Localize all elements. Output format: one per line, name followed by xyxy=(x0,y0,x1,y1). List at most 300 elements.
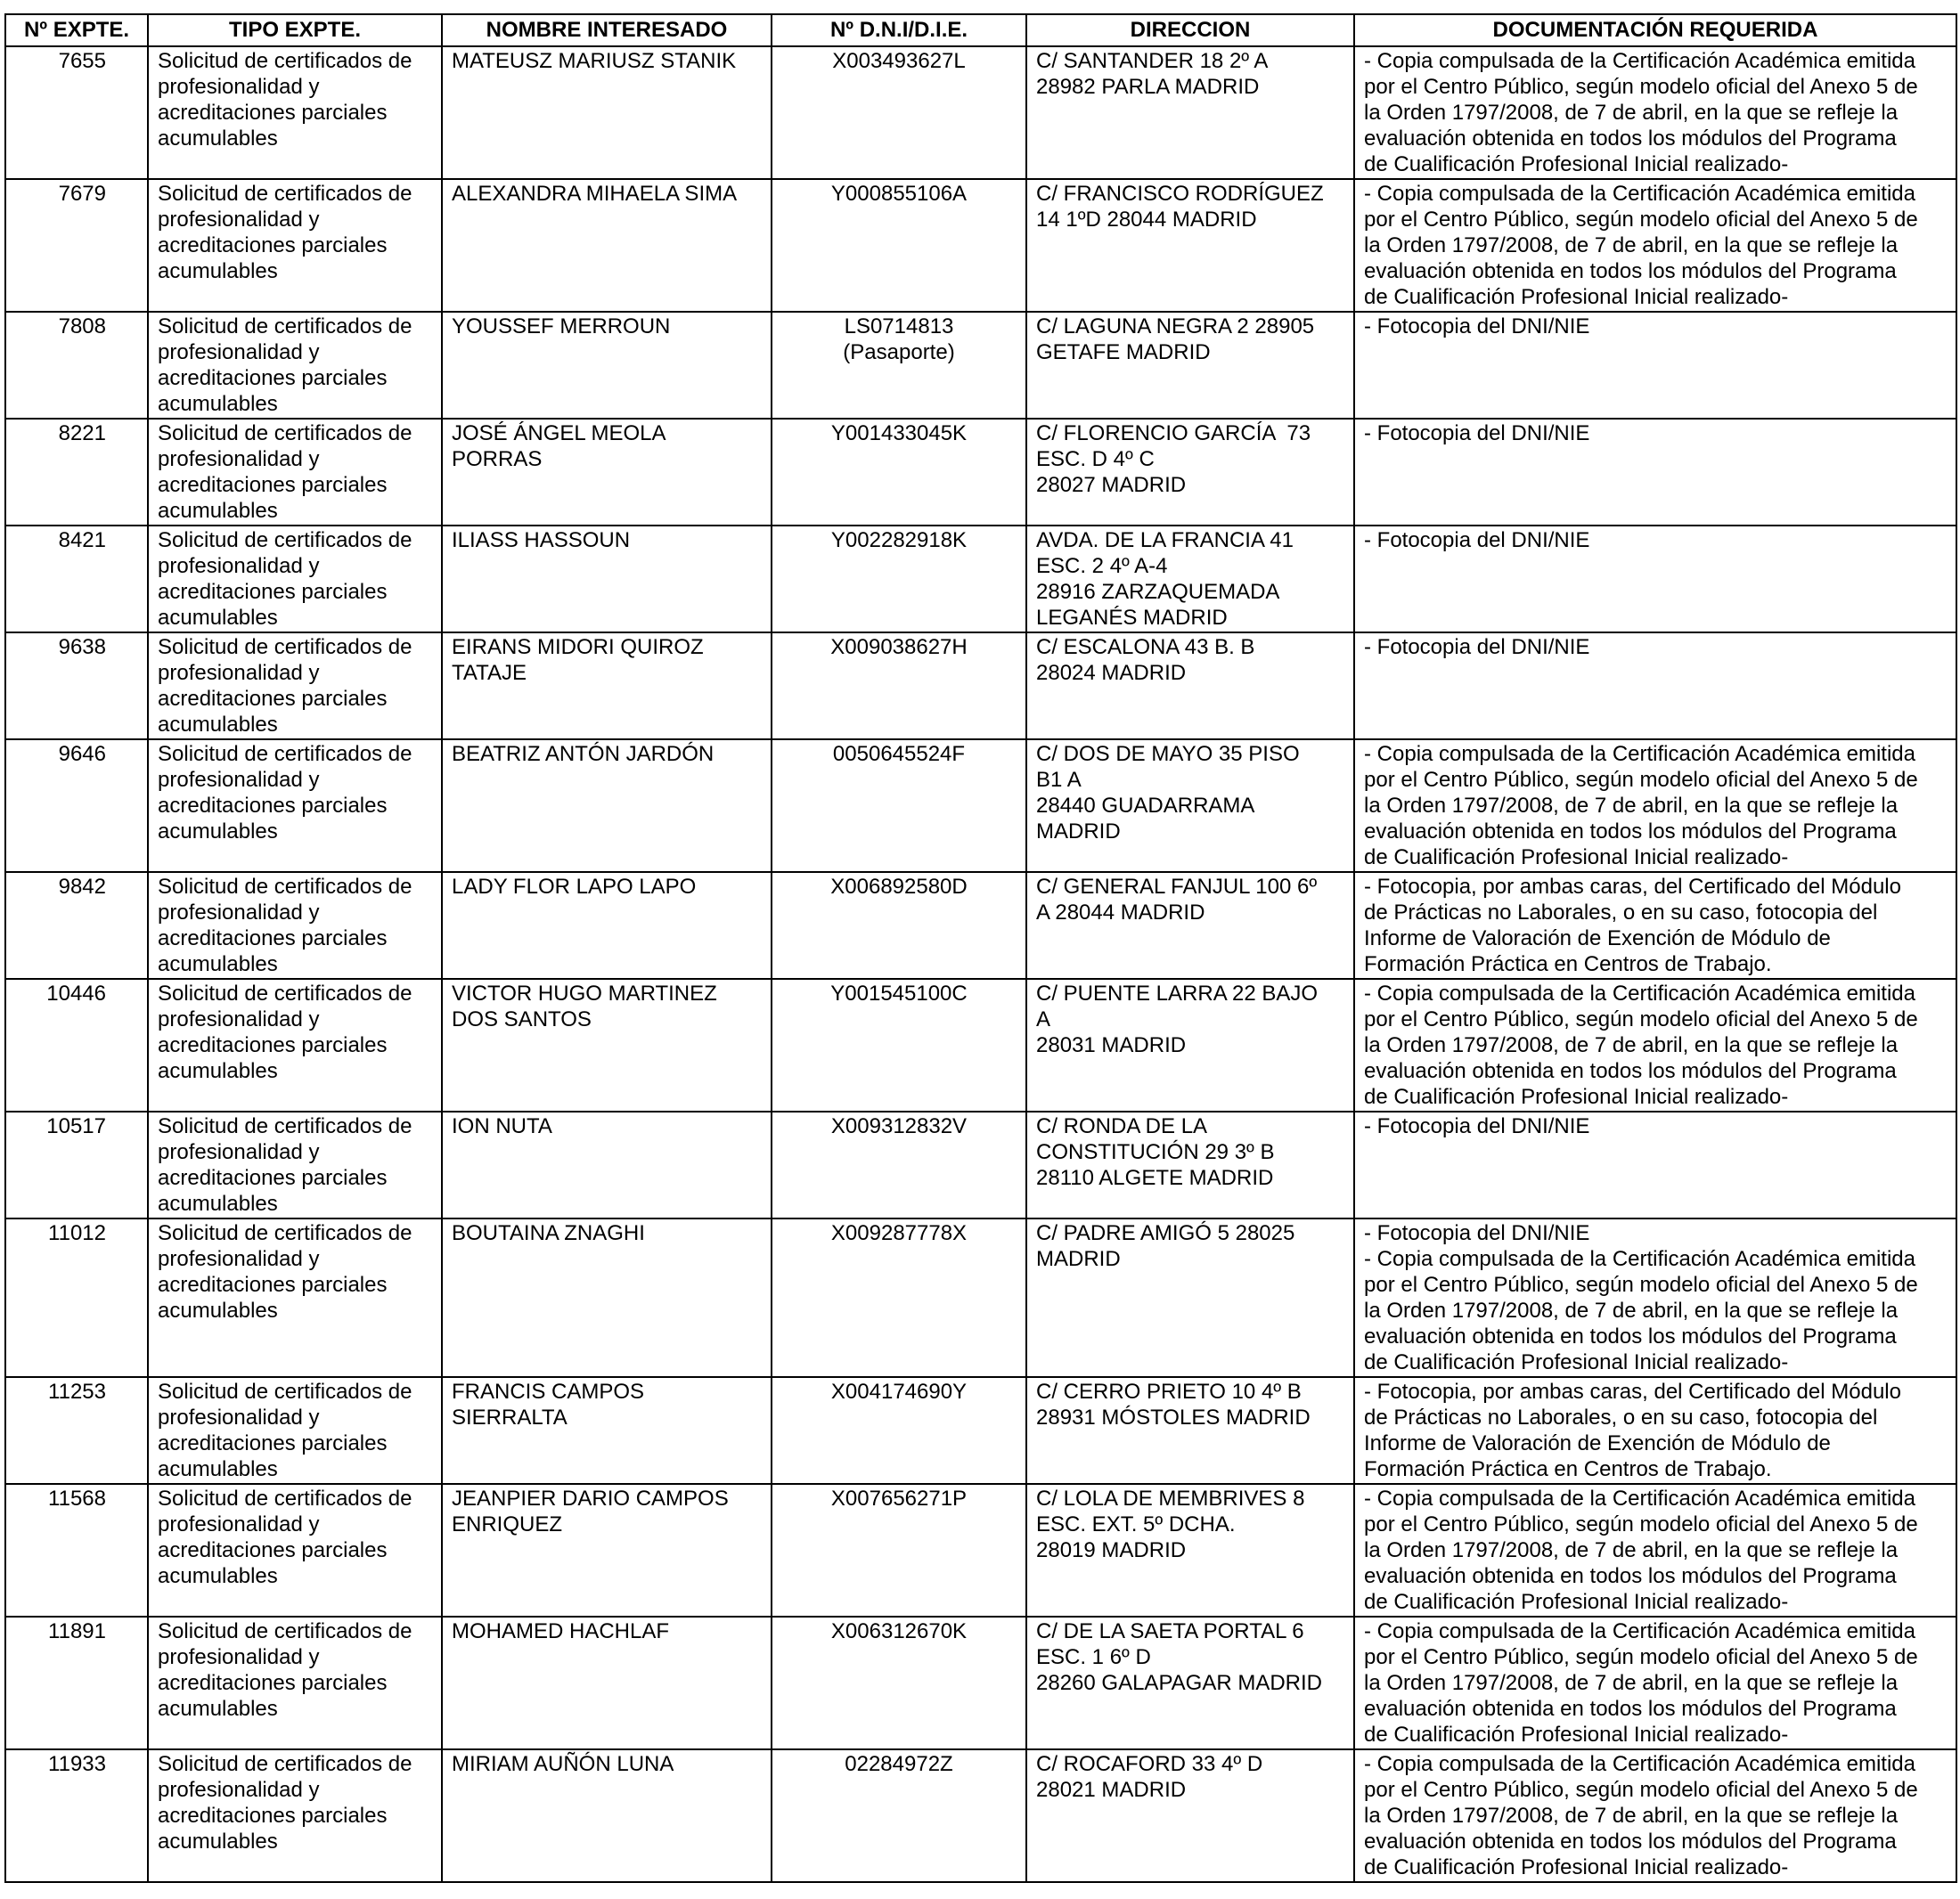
nombre-cell xyxy=(442,1218,772,1377)
dni-cell xyxy=(772,46,1026,179)
direccion-cell xyxy=(1026,419,1354,526)
cell-line: C/ PUENTE LARRA 22 BAJO xyxy=(1036,982,1319,1006)
cell-line: CONSTITUCIÓN 29 3º B xyxy=(1036,1140,1275,1164)
cell-line: - Fotocopia del DNI/NIE xyxy=(1364,635,1590,659)
direccion-cell xyxy=(1026,632,1354,739)
cell-line: X009287778X xyxy=(830,1221,968,1245)
cell-line: 02284972Z xyxy=(845,1752,953,1776)
cell-line: - Copia compulsada de la Certificación Académica emitida xyxy=(1364,1247,1915,1271)
documentacion-cell xyxy=(1354,179,1956,312)
cell-line: de Cualificación Profesional Inicial realizado- xyxy=(1364,285,1789,309)
cell-line: la Orden 1797/2008, de 7 de abril, en la que se refleje la xyxy=(1364,233,1899,257)
table-row xyxy=(5,1218,1956,1377)
cell-line: acreditaciones parciales xyxy=(158,233,388,257)
tipo-cell xyxy=(148,632,442,739)
cell-line: Informe de Valoración de Exención de Módulo de xyxy=(1364,926,1831,950)
expte-cell: 9842 xyxy=(5,872,148,979)
cell-line: de Cualificación Profesional Inicial realizado- xyxy=(1364,845,1789,869)
cell-line: Solicitud de certificados de xyxy=(158,1752,412,1776)
cell-line: - Copia compulsada de la Certificación Académica emitida xyxy=(1364,1487,1915,1511)
cell-line: 28982 PARLA MADRID xyxy=(1036,75,1260,99)
cell-line: acumulables xyxy=(158,1192,278,1216)
cell-line: - Fotocopia, por ambas caras, del Certificado del Módulo xyxy=(1364,875,1901,899)
direccion-cell xyxy=(1026,1112,1354,1218)
table-row xyxy=(5,1617,1956,1749)
expte-cell: 8421 xyxy=(5,526,148,632)
cell-line: la Orden 1797/2008, de 7 de abril, en la que se refleje la xyxy=(1364,1033,1899,1057)
cell-line: Y002282918K xyxy=(830,528,968,552)
cell-line: BOUTAINA ZNAGHI xyxy=(452,1221,645,1245)
dni-cell xyxy=(772,1484,1026,1617)
cell-line: LEGANÉS MADRID xyxy=(1036,606,1228,630)
cell-line: C/ RONDA DE LA xyxy=(1036,1114,1208,1138)
cell-line: acumulables xyxy=(158,1059,278,1083)
nombre-cell xyxy=(442,1617,772,1749)
table-row xyxy=(5,526,1956,632)
expte-cell: 7679 xyxy=(5,179,148,312)
documentacion-cell xyxy=(1354,46,1956,179)
cell-line: de Cualificación Profesional Inicial realizado- xyxy=(1364,1350,1789,1374)
table-row xyxy=(5,179,1956,312)
cell-line: acreditaciones parciales xyxy=(158,687,388,711)
cell-line: evaluación obtenida en todos los módulos del Programa xyxy=(1364,1564,1897,1588)
cell-line: por el Centro Público, según modelo oficial del Anexo 5 de xyxy=(1364,75,1918,99)
tipo-cell xyxy=(148,419,442,526)
cell-line: de Cualificación Profesional Inicial realizado- xyxy=(1364,1085,1789,1109)
cell-line: Formación Práctica en Centros de Trabajo. xyxy=(1364,952,1772,976)
direccion-cell xyxy=(1026,1484,1354,1617)
cell-line: profesionalidad y xyxy=(158,1247,320,1271)
nombre-cell xyxy=(442,872,772,979)
documentacion-cell xyxy=(1354,1218,1956,1377)
cell-line: - Fotocopia del DNI/NIE xyxy=(1364,528,1590,552)
nombre-cell xyxy=(442,1484,772,1617)
cell-line: acumulables xyxy=(158,392,278,416)
cell-line: AVDA. DE LA FRANCIA 41 xyxy=(1036,528,1294,552)
cell-line: evaluación obtenida en todos los módulos del Programa xyxy=(1364,259,1897,283)
cell-line: C/ FRANCISCO RODRÍGUEZ xyxy=(1036,182,1324,206)
cell-line: la Orden 1797/2008, de 7 de abril, en la que se refleje la xyxy=(1364,1671,1899,1695)
cell-line: TATAJE xyxy=(452,661,527,685)
cell-line: ILIASS HASSOUN xyxy=(452,528,631,552)
documentacion-cell xyxy=(1354,872,1956,979)
cell-line: Solicitud de certificados de xyxy=(158,742,412,766)
cell-line: de Cualificación Profesional Inicial realizado- xyxy=(1364,1855,1789,1879)
table-row xyxy=(5,312,1956,419)
nombre-cell xyxy=(442,1749,772,1882)
cell-line: Solicitud de certificados de xyxy=(158,1619,412,1643)
cell-line: Informe de Valoración de Exención de Módulo de xyxy=(1364,1431,1831,1455)
cell-line: acumulables xyxy=(158,606,278,630)
cell-line: evaluación obtenida en todos los módulos del Programa xyxy=(1364,819,1897,844)
cell-line: acumulables xyxy=(158,1457,278,1481)
tipo-cell xyxy=(148,1484,442,1617)
cell-line: (Pasaporte) xyxy=(843,340,955,364)
cell-line: Solicitud de certificados de xyxy=(158,875,412,899)
cell-line: JEANPIER DARIO CAMPOS xyxy=(452,1487,729,1511)
tipo-cell xyxy=(148,1377,442,1484)
cell-line: 28110 ALGETE MADRID xyxy=(1036,1166,1274,1190)
direccion-cell xyxy=(1026,979,1354,1112)
cell-line: profesionalidad y xyxy=(158,554,320,578)
direccion-cell xyxy=(1026,1218,1354,1377)
cell-line: Solicitud de certificados de xyxy=(158,49,412,73)
cell-line: C/ DE LA SAETA PORTAL 6 xyxy=(1036,1619,1304,1643)
cell-line: 28021 MADRID xyxy=(1036,1778,1187,1802)
nombre-cell xyxy=(442,419,772,526)
table-row xyxy=(5,419,1956,526)
expte-cell: 11891 xyxy=(5,1617,148,1749)
dni-cell xyxy=(772,979,1026,1112)
cell-line: Solicitud de certificados de xyxy=(158,1114,412,1138)
cell-line: acreditaciones parciales xyxy=(158,1538,388,1562)
tipo-cell xyxy=(148,179,442,312)
cell-line: X003493627L xyxy=(832,49,966,73)
tipo-cell xyxy=(148,46,442,179)
tipo-cell xyxy=(148,739,442,872)
cell-line: YOUSSEF MERROUN xyxy=(452,314,671,338)
cell-line: profesionalidad y xyxy=(158,447,320,471)
documentacion-cell xyxy=(1354,1377,1956,1484)
table-row xyxy=(5,1377,1956,1484)
cell-line: la Orden 1797/2008, de 7 de abril, en la que se refleje la xyxy=(1364,1804,1899,1828)
cell-line: - Fotocopia del DNI/NIE xyxy=(1364,314,1590,338)
cell-line: ESC. EXT. 5º DCHA. xyxy=(1036,1512,1236,1536)
cell-line: ION NUTA xyxy=(452,1114,552,1138)
cell-line: profesionalidad y xyxy=(158,901,320,925)
cell-line: la Orden 1797/2008, de 7 de abril, en la que se refleje la xyxy=(1364,101,1899,125)
cell-line: por el Centro Público, según modelo oficial del Anexo 5 de xyxy=(1364,1512,1918,1536)
cell-line: evaluación obtenida en todos los módulos del Programa xyxy=(1364,126,1897,151)
expte-cell: 11568 xyxy=(5,1484,148,1617)
cell-line: - Copia compulsada de la Certificación Académica emitida xyxy=(1364,49,1915,73)
nombre-cell xyxy=(442,632,772,739)
cell-line: ENRIQUEZ xyxy=(452,1512,563,1536)
cell-line: profesionalidad y xyxy=(158,1406,320,1430)
dni-cell xyxy=(772,872,1026,979)
table-body xyxy=(5,46,1956,1882)
nombre-cell xyxy=(442,1377,772,1484)
dni-cell xyxy=(772,1377,1026,1484)
cell-line: acumulables xyxy=(158,952,278,976)
cell-line: C/ PADRE AMIGÓ 5 28025 xyxy=(1036,1221,1295,1245)
cell-line: - Fotocopia, por ambas caras, del Certificado del Módulo xyxy=(1364,1380,1901,1404)
direccion-cell xyxy=(1026,312,1354,419)
cell-line: profesionalidad y xyxy=(158,768,320,792)
cell-line: C/ LAGUNA NEGRA 2 28905 xyxy=(1036,314,1315,338)
expte-cell: 10446 xyxy=(5,979,148,1112)
cell-line: GETAFE MADRID xyxy=(1036,340,1211,364)
header-direccion: DIRECCION xyxy=(1026,14,1354,46)
tipo-cell xyxy=(148,872,442,979)
cell-line: profesionalidad y xyxy=(158,208,320,232)
nombre-cell xyxy=(442,179,772,312)
cell-line: evaluación obtenida en todos los módulos del Programa xyxy=(1364,1059,1897,1083)
cell-line: la Orden 1797/2008, de 7 de abril, en la que se refleje la xyxy=(1364,1538,1899,1562)
header-expte: Nº EXPTE. xyxy=(5,14,148,46)
nombre-cell xyxy=(442,739,772,872)
direccion-cell xyxy=(1026,46,1354,179)
cell-line: FRANCIS CAMPOS xyxy=(452,1380,645,1404)
cell-line: Solicitud de certificados de xyxy=(158,635,412,659)
documentacion-cell xyxy=(1354,632,1956,739)
cell-line: acreditaciones parciales xyxy=(158,1431,388,1455)
cell-line: A xyxy=(1036,1007,1051,1031)
documentacion-cell xyxy=(1354,1749,1956,1882)
cell-line: Solicitud de certificados de xyxy=(158,528,412,552)
cell-line: acreditaciones parciales xyxy=(158,1033,388,1057)
cell-line: C/ DOS DE MAYO 35 PISO xyxy=(1036,742,1300,766)
cell-line: - Fotocopia del DNI/NIE xyxy=(1364,1114,1590,1138)
cell-line: acreditaciones parciales xyxy=(158,794,388,818)
cell-line: 28260 GALAPAGAR MADRID xyxy=(1036,1671,1323,1695)
expte-cell: 9646 xyxy=(5,739,148,872)
cell-line: de Prácticas no Laborales, o en su caso, fotocopia del xyxy=(1364,901,1878,925)
direccion-cell xyxy=(1026,1617,1354,1749)
expte-cell: 7808 xyxy=(5,312,148,419)
cell-line: 28027 MADRID xyxy=(1036,473,1187,497)
cell-line: 28916 ZARZAQUEMADA xyxy=(1036,580,1280,604)
cell-line: SIERRALTA xyxy=(452,1406,568,1430)
table-row xyxy=(5,872,1956,979)
expte-cell: 8221 xyxy=(5,419,148,526)
nombre-cell xyxy=(442,526,772,632)
cell-line: profesionalidad y xyxy=(158,1512,320,1536)
cell-line: profesionalidad y xyxy=(158,661,320,685)
direccion-cell xyxy=(1026,179,1354,312)
cell-line: X007656271P xyxy=(830,1487,968,1511)
cell-line: acreditaciones parciales xyxy=(158,1166,388,1190)
cell-line: acreditaciones parciales xyxy=(158,473,388,497)
cell-line: Solicitud de certificados de xyxy=(158,1221,412,1245)
cell-line: - Fotocopia del DNI/NIE xyxy=(1364,1221,1590,1245)
documentacion-cell xyxy=(1354,1617,1956,1749)
tipo-cell xyxy=(148,312,442,419)
dni-cell xyxy=(772,1218,1026,1377)
cell-line: acumulables xyxy=(158,1564,278,1588)
nombre-cell xyxy=(442,46,772,179)
tipo-cell xyxy=(148,1617,442,1749)
nombre-cell xyxy=(442,1112,772,1218)
cell-line: Solicitud de certificados de xyxy=(158,182,412,206)
cell-line: profesionalidad y xyxy=(158,1645,320,1669)
cell-line: profesionalidad y xyxy=(158,1140,320,1164)
cell-line: 14 1ºD 28044 MADRID xyxy=(1036,208,1257,232)
cell-line: profesionalidad y xyxy=(158,1007,320,1031)
table-row xyxy=(5,46,1956,179)
cell-line: la Orden 1797/2008, de 7 de abril, en la que se refleje la xyxy=(1364,1299,1899,1323)
cell-line: MADRID xyxy=(1036,819,1121,844)
cell-line: ESC. 2 4º A-4 xyxy=(1036,554,1168,578)
cell-line: la Orden 1797/2008, de 7 de abril, en la que se refleje la xyxy=(1364,794,1899,818)
documentacion-cell xyxy=(1354,1484,1956,1617)
documentacion-cell xyxy=(1354,419,1956,526)
cell-line: evaluación obtenida en todos los módulos del Programa xyxy=(1364,1697,1897,1721)
tipo-cell xyxy=(148,979,442,1112)
cell-line: acumulables xyxy=(158,1830,278,1854)
dni-cell xyxy=(772,526,1026,632)
cell-line: ESC. D 4º C xyxy=(1036,447,1155,471)
expte-cell: 11012 xyxy=(5,1218,148,1377)
tipo-cell xyxy=(148,1749,442,1882)
cell-line: de Cualificación Profesional Inicial realizado- xyxy=(1364,152,1789,176)
cell-line: MADRID xyxy=(1036,1247,1121,1271)
cell-line: A 28044 MADRID xyxy=(1036,901,1205,925)
cell-line: MIRIAM AUÑÓN LUNA xyxy=(452,1752,674,1776)
cell-line: acumulables xyxy=(158,259,278,283)
cell-line: LADY FLOR LAPO LAPO xyxy=(452,875,697,899)
cell-line: Solicitud de certificados de xyxy=(158,1380,412,1404)
cell-line: - Copia compulsada de la Certificación Académica emitida xyxy=(1364,1619,1915,1643)
tipo-cell xyxy=(148,526,442,632)
cell-line: acreditaciones parciales xyxy=(158,580,388,604)
cell-line: acumulables xyxy=(158,819,278,844)
dni-cell xyxy=(772,312,1026,419)
cell-line: PORRAS xyxy=(452,447,543,471)
header-documentacion: DOCUMENTACIÓN REQUERIDA xyxy=(1354,14,1956,46)
cell-line: - Copia compulsada de la Certificación Académica emitida xyxy=(1364,742,1915,766)
cell-line: por el Centro Público, según modelo oficial del Anexo 5 de xyxy=(1364,1273,1918,1297)
cell-line: ALEXANDRA MIHAELA SIMA xyxy=(452,182,738,206)
expte-cell: 11933 xyxy=(5,1749,148,1882)
direccion-cell xyxy=(1026,1377,1354,1484)
cell-line: acreditaciones parciales xyxy=(158,926,388,950)
cell-line: Formación Práctica en Centros de Trabajo. xyxy=(1364,1457,1772,1481)
tipo-cell xyxy=(148,1218,442,1377)
cell-line: por el Centro Público, según modelo oficial del Anexo 5 de xyxy=(1364,1007,1918,1031)
cell-line: MATEUSZ MARIUSZ STANIK xyxy=(452,49,737,73)
cell-line: DOS SANTOS xyxy=(452,1007,592,1031)
expedientes-table xyxy=(4,13,1957,1883)
cell-line: JOSÉ ÁNGEL MEOLA xyxy=(452,421,666,445)
documentacion-cell xyxy=(1354,739,1956,872)
cell-line: acumulables xyxy=(158,1697,278,1721)
header-tipo: TIPO EXPTE. xyxy=(148,14,442,46)
cell-line: C/ FLORENCIO GARCÍA 73 xyxy=(1036,421,1311,445)
cell-line: por el Centro Público, según modelo oficial del Anexo 5 de xyxy=(1364,768,1918,792)
expte-cell: 7655 xyxy=(5,46,148,179)
cell-line: acumulables xyxy=(158,126,278,151)
table-header-row xyxy=(5,14,1956,46)
cell-line: por el Centro Público, según modelo oficial del Anexo 5 de xyxy=(1364,208,1918,232)
cell-line: C/ ESCALONA 43 B. B xyxy=(1036,635,1255,659)
cell-line: C/ CERRO PRIETO 10 4º B xyxy=(1036,1380,1302,1404)
cell-line: - Copia compulsada de la Certificación Académica emitida xyxy=(1364,182,1915,206)
cell-line: acumulables xyxy=(158,713,278,737)
cell-line: acumulables xyxy=(158,499,278,523)
direccion-cell xyxy=(1026,872,1354,979)
cell-line: evaluación obtenida en todos los módulos del Programa xyxy=(1364,1324,1897,1349)
cell-line: profesionalidad y xyxy=(158,75,320,99)
cell-line: acreditaciones parciales xyxy=(158,366,388,390)
expte-cell: 10517 xyxy=(5,1112,148,1218)
documentacion-cell xyxy=(1354,1112,1956,1218)
dni-cell xyxy=(772,1112,1026,1218)
table-row xyxy=(5,979,1956,1112)
documentacion-cell xyxy=(1354,312,1956,419)
cell-line: profesionalidad y xyxy=(158,1778,320,1802)
cell-line: Y000855106A xyxy=(830,182,968,206)
direccion-cell xyxy=(1026,526,1354,632)
table-row xyxy=(5,1484,1956,1617)
cell-line: - Copia compulsada de la Certificación Académica emitida xyxy=(1364,982,1915,1006)
documentacion-cell xyxy=(1354,979,1956,1112)
cell-line: profesionalidad y xyxy=(158,340,320,364)
cell-line: - Copia compulsada de la Certificación Académica emitida xyxy=(1364,1752,1915,1776)
table-row xyxy=(5,739,1956,872)
table-row xyxy=(5,1749,1956,1882)
cell-line: X006312670K xyxy=(830,1619,968,1643)
cell-line: 28931 MÓSTOLES MADRID xyxy=(1036,1406,1311,1430)
cell-line: Solicitud de certificados de xyxy=(158,421,412,445)
cell-line: BEATRIZ ANTÓN JARDÓN xyxy=(452,742,715,766)
cell-line: - Fotocopia del DNI/NIE xyxy=(1364,421,1590,445)
cell-line: C/ SANTANDER 18 2º A xyxy=(1036,49,1269,73)
table-row xyxy=(5,632,1956,739)
direccion-cell xyxy=(1026,1749,1354,1882)
nombre-cell xyxy=(442,312,772,419)
dni-cell xyxy=(772,1617,1026,1749)
cell-line: Y001545100C xyxy=(830,982,968,1006)
cell-line: X004174690Y xyxy=(830,1380,968,1404)
cell-line: 0050645524F xyxy=(832,742,966,766)
direccion-cell xyxy=(1026,739,1354,872)
table-row xyxy=(5,1112,1956,1218)
dni-cell xyxy=(772,179,1026,312)
cell-line: de Cualificación Profesional Inicial realizado- xyxy=(1364,1590,1789,1614)
cell-line: C/ ROCAFORD 33 4º D xyxy=(1036,1752,1263,1776)
cell-line: ESC. 1 6º D xyxy=(1036,1645,1151,1669)
expte-cell: 9638 xyxy=(5,632,148,739)
dni-cell xyxy=(772,632,1026,739)
cell-line: acreditaciones parciales xyxy=(158,101,388,125)
cell-line: X009312832V xyxy=(830,1114,968,1138)
cell-line: por el Centro Público, según modelo oficial del Anexo 5 de xyxy=(1364,1645,1918,1669)
cell-line: VICTOR HUGO MARTINEZ xyxy=(452,982,717,1006)
header-nombre: NOMBRE INTERESADO xyxy=(442,14,772,46)
cell-line: acreditaciones parciales xyxy=(158,1671,388,1695)
cell-line: Solicitud de certificados de xyxy=(158,982,412,1006)
cell-line: acreditaciones parciales xyxy=(158,1273,388,1297)
cell-line: acumulables xyxy=(158,1299,278,1323)
header-dni: Nº D.N.I/D.I.E. xyxy=(772,14,1026,46)
cell-line: 28031 MADRID xyxy=(1036,1033,1187,1057)
cell-line: evaluación obtenida en todos los módulos del Programa xyxy=(1364,1830,1897,1854)
cell-line: Solicitud de certificados de xyxy=(158,314,412,338)
dni-cell xyxy=(772,419,1026,526)
documentacion-cell xyxy=(1354,526,1956,632)
expte-cell: 11253 xyxy=(5,1377,148,1484)
cell-line: LS0714813 xyxy=(844,314,954,338)
cell-line: 28440 GUADARRAMA xyxy=(1036,794,1255,818)
cell-line: Solicitud de certificados de xyxy=(158,1487,412,1511)
cell-line: B1 A xyxy=(1036,768,1082,792)
cell-line: X009038627H xyxy=(830,635,968,659)
cell-line: de Cualificación Profesional Inicial realizado- xyxy=(1364,1723,1789,1747)
nombre-cell xyxy=(442,979,772,1112)
cell-line: 28024 MADRID xyxy=(1036,661,1187,685)
tipo-cell xyxy=(148,1112,442,1218)
cell-line: 28019 MADRID xyxy=(1036,1538,1187,1562)
cell-line: C/ LOLA DE MEMBRIVES 8 xyxy=(1036,1487,1305,1511)
cell-line: C/ GENERAL FANJUL 100 6º xyxy=(1036,875,1318,899)
document-page xyxy=(4,13,1956,1883)
dni-cell xyxy=(772,739,1026,872)
cell-line: acreditaciones parciales xyxy=(158,1804,388,1828)
cell-line: por el Centro Público, según modelo oficial del Anexo 5 de xyxy=(1364,1778,1918,1802)
cell-line: Y001433045K xyxy=(830,421,968,445)
cell-line: de Prácticas no Laborales, o en su caso, fotocopia del xyxy=(1364,1406,1878,1430)
